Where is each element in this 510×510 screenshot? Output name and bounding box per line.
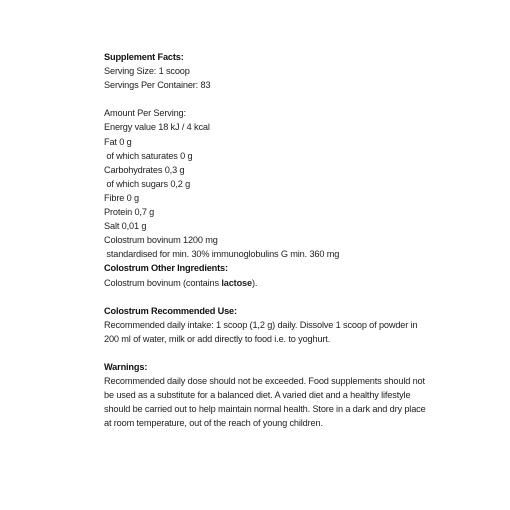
recommended-use-text: Recommended daily intake: 1 scoop (1,2 g) daily. Dissolve 1 scoop of powder in 200 ml of water, milk or add directly to food i.e. to yoghurt.	[104, 319, 418, 344]
supplement-facts-heading: Supplement Facts:	[104, 52, 184, 62]
nutrition-row: Carbohydrates 0,3 g	[104, 164, 185, 175]
serving-size: Serving Size: 1 scoop	[104, 66, 190, 77]
spacer	[104, 92, 434, 106]
other-ingredients-heading: Colostrum Other Ingredients:	[104, 263, 228, 274]
amount-per-serving-heading: Amount Per Serving:	[104, 108, 186, 119]
nutrition-list	[104, 120, 434, 261]
spacer	[104, 290, 434, 304]
warnings-heading: Warnings:	[104, 362, 148, 373]
nutrition-row: Protein 0,7 g	[104, 207, 155, 218]
servings-per-container: Servings Per Container: 83	[104, 80, 211, 91]
ingredients-text-after: ).	[251, 277, 258, 288]
allergen-lactose: lactose	[221, 277, 252, 288]
warnings-text: Recommended daily dose should not be exceeded. Food supplements should not be used as a substitute for a balanced diet. A varied diet and a healthy lifestyle should be carried out to help maintain normal health. Store in a dark and dry place at room temperature, out of the reach of young children.	[104, 376, 426, 429]
other-ingredients-text	[104, 276, 434, 290]
supplement-label-document	[104, 50, 434, 431]
recommended-use-heading: Colostrum Recommended Use:	[104, 305, 237, 316]
nutrition-row: Energy value 18 kJ / 4 kcal	[104, 122, 210, 133]
spacer	[104, 346, 434, 360]
nutrition-row: Salt 0,01 g	[104, 221, 147, 232]
ingredients-text-before: Colostrum bovinum (contains	[104, 277, 222, 288]
nutrition-row: Fibre 0 g	[104, 192, 139, 203]
nutrition-row: Fat 0 g	[104, 136, 132, 147]
nutrition-row: Colostrum bovinum 1200 mg	[104, 235, 218, 246]
nutrition-row: standardised for min. 30% immunoglobulins G min. 360 mg	[104, 249, 340, 260]
nutrition-row: of which saturates 0 g	[104, 150, 193, 161]
nutrition-row: of which sugars 0,2 g	[104, 178, 191, 189]
